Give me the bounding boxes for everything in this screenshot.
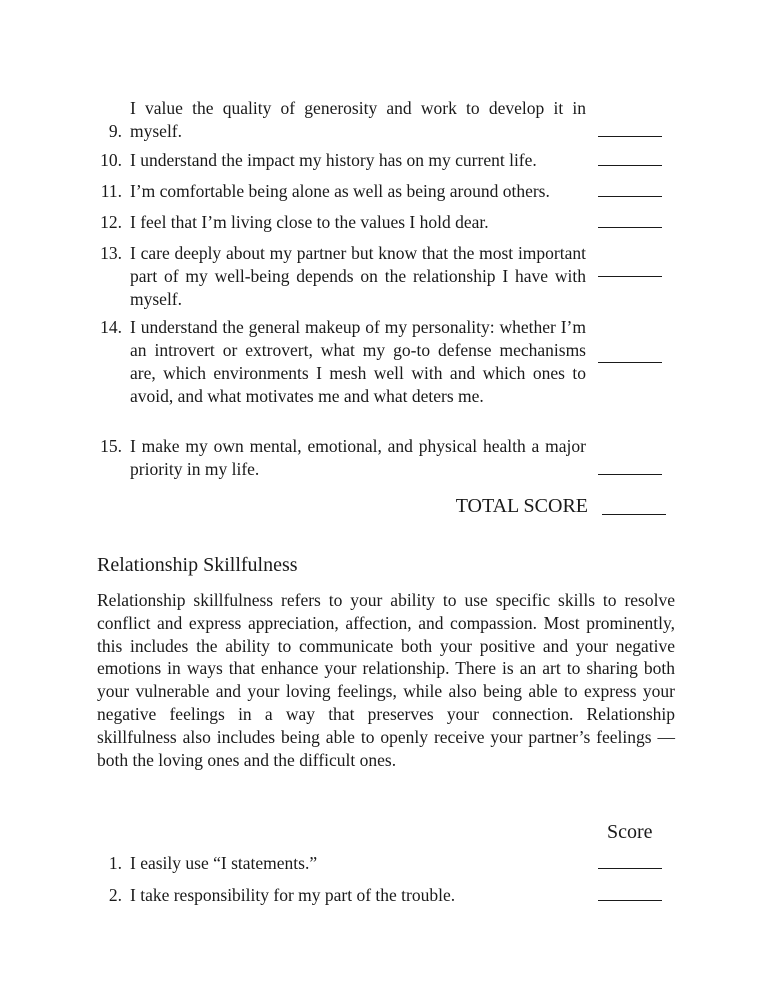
- questionnaire-item-14: [96, 316, 666, 408]
- item-number: 9.: [108, 121, 122, 141]
- score-blank[interactable]: [598, 227, 662, 228]
- score-blank[interactable]: [598, 136, 662, 137]
- item-number: 2.: [108, 885, 122, 905]
- score-blank[interactable]: [598, 362, 662, 363]
- item-text: I easily use “I statements.”: [130, 853, 318, 873]
- item-text: I understand the impact my history has on my current life.: [130, 150, 537, 170]
- item-number: 15.: [100, 436, 122, 456]
- questionnaire-item-9: [96, 97, 666, 143]
- item-text-content: I value the quality of generosity and work to develop it in myself.: [130, 98, 586, 141]
- item-text: [130, 97, 586, 143]
- score-blank[interactable]: [598, 868, 662, 869]
- questionnaire-item-12: [96, 211, 666, 234]
- total-score-label: TOTAL SCORE: [455, 495, 588, 517]
- item-number: 13.: [100, 243, 122, 263]
- questionnaire-item-2: [96, 884, 666, 907]
- item-text: I feel that I’m living close to the values I hold dear.: [130, 212, 489, 232]
- questionnaire-item-13: [96, 242, 666, 311]
- item-text: I understand the general makeup of my personality: whether I’m an introvert or extrovert, what my go-to defense mechanisms are, which environments I mesh well with and which ones to avoid, and what motivates me and what deters me.: [130, 317, 586, 406]
- section-paragraph: Relationship skillfulness refers to your ability to use specific skills to resolve conflict and express appreciation, affection, and compassion. Most prominently, this includes the ability to communicate both your positive and your negative emotions in ways that enhance your relationship. There is an art to sharing both your vulnerable and your loving feelings, while also being able to express your negative feelings in a way that preserves your connection. Relationship skillfulness also includes being able to openly receive your partner’s feelings — both the loving ones and the difficult ones.: [97, 590, 675, 770]
- score-blank[interactable]: [598, 474, 662, 475]
- questionnaire-item-10: [96, 149, 666, 172]
- score-blank[interactable]: [598, 900, 662, 901]
- item-text: I take responsibility for my part of the trouble.: [130, 885, 456, 905]
- questionnaire-item-11: [96, 180, 666, 203]
- item-number: 1.: [108, 853, 122, 873]
- item-text: I’m comfortable being alone as well as being around others.: [130, 181, 550, 201]
- item-number: 14.: [100, 317, 122, 337]
- total-score-row: [96, 493, 666, 519]
- total-score-blank[interactable]: [602, 514, 666, 515]
- item-text: I make my own mental, emotional, and physical health a major priority in my life.: [130, 436, 586, 479]
- score-blank[interactable]: [598, 196, 662, 197]
- score-column-header: Score: [607, 821, 653, 843]
- item-number: 11.: [100, 181, 122, 201]
- score-blank[interactable]: [598, 165, 662, 166]
- questionnaire-item-15: [96, 435, 666, 481]
- score-blank[interactable]: [598, 276, 662, 277]
- item-number: 10.: [100, 150, 122, 170]
- section-heading: Relationship Skillfulness: [97, 554, 298, 576]
- item-number: 12.: [100, 212, 122, 232]
- questionnaire-item-1: [96, 852, 666, 875]
- item-text: I care deeply about my partner but know that the most important part of my well-being depends on the relationship I have with myself.: [130, 243, 586, 309]
